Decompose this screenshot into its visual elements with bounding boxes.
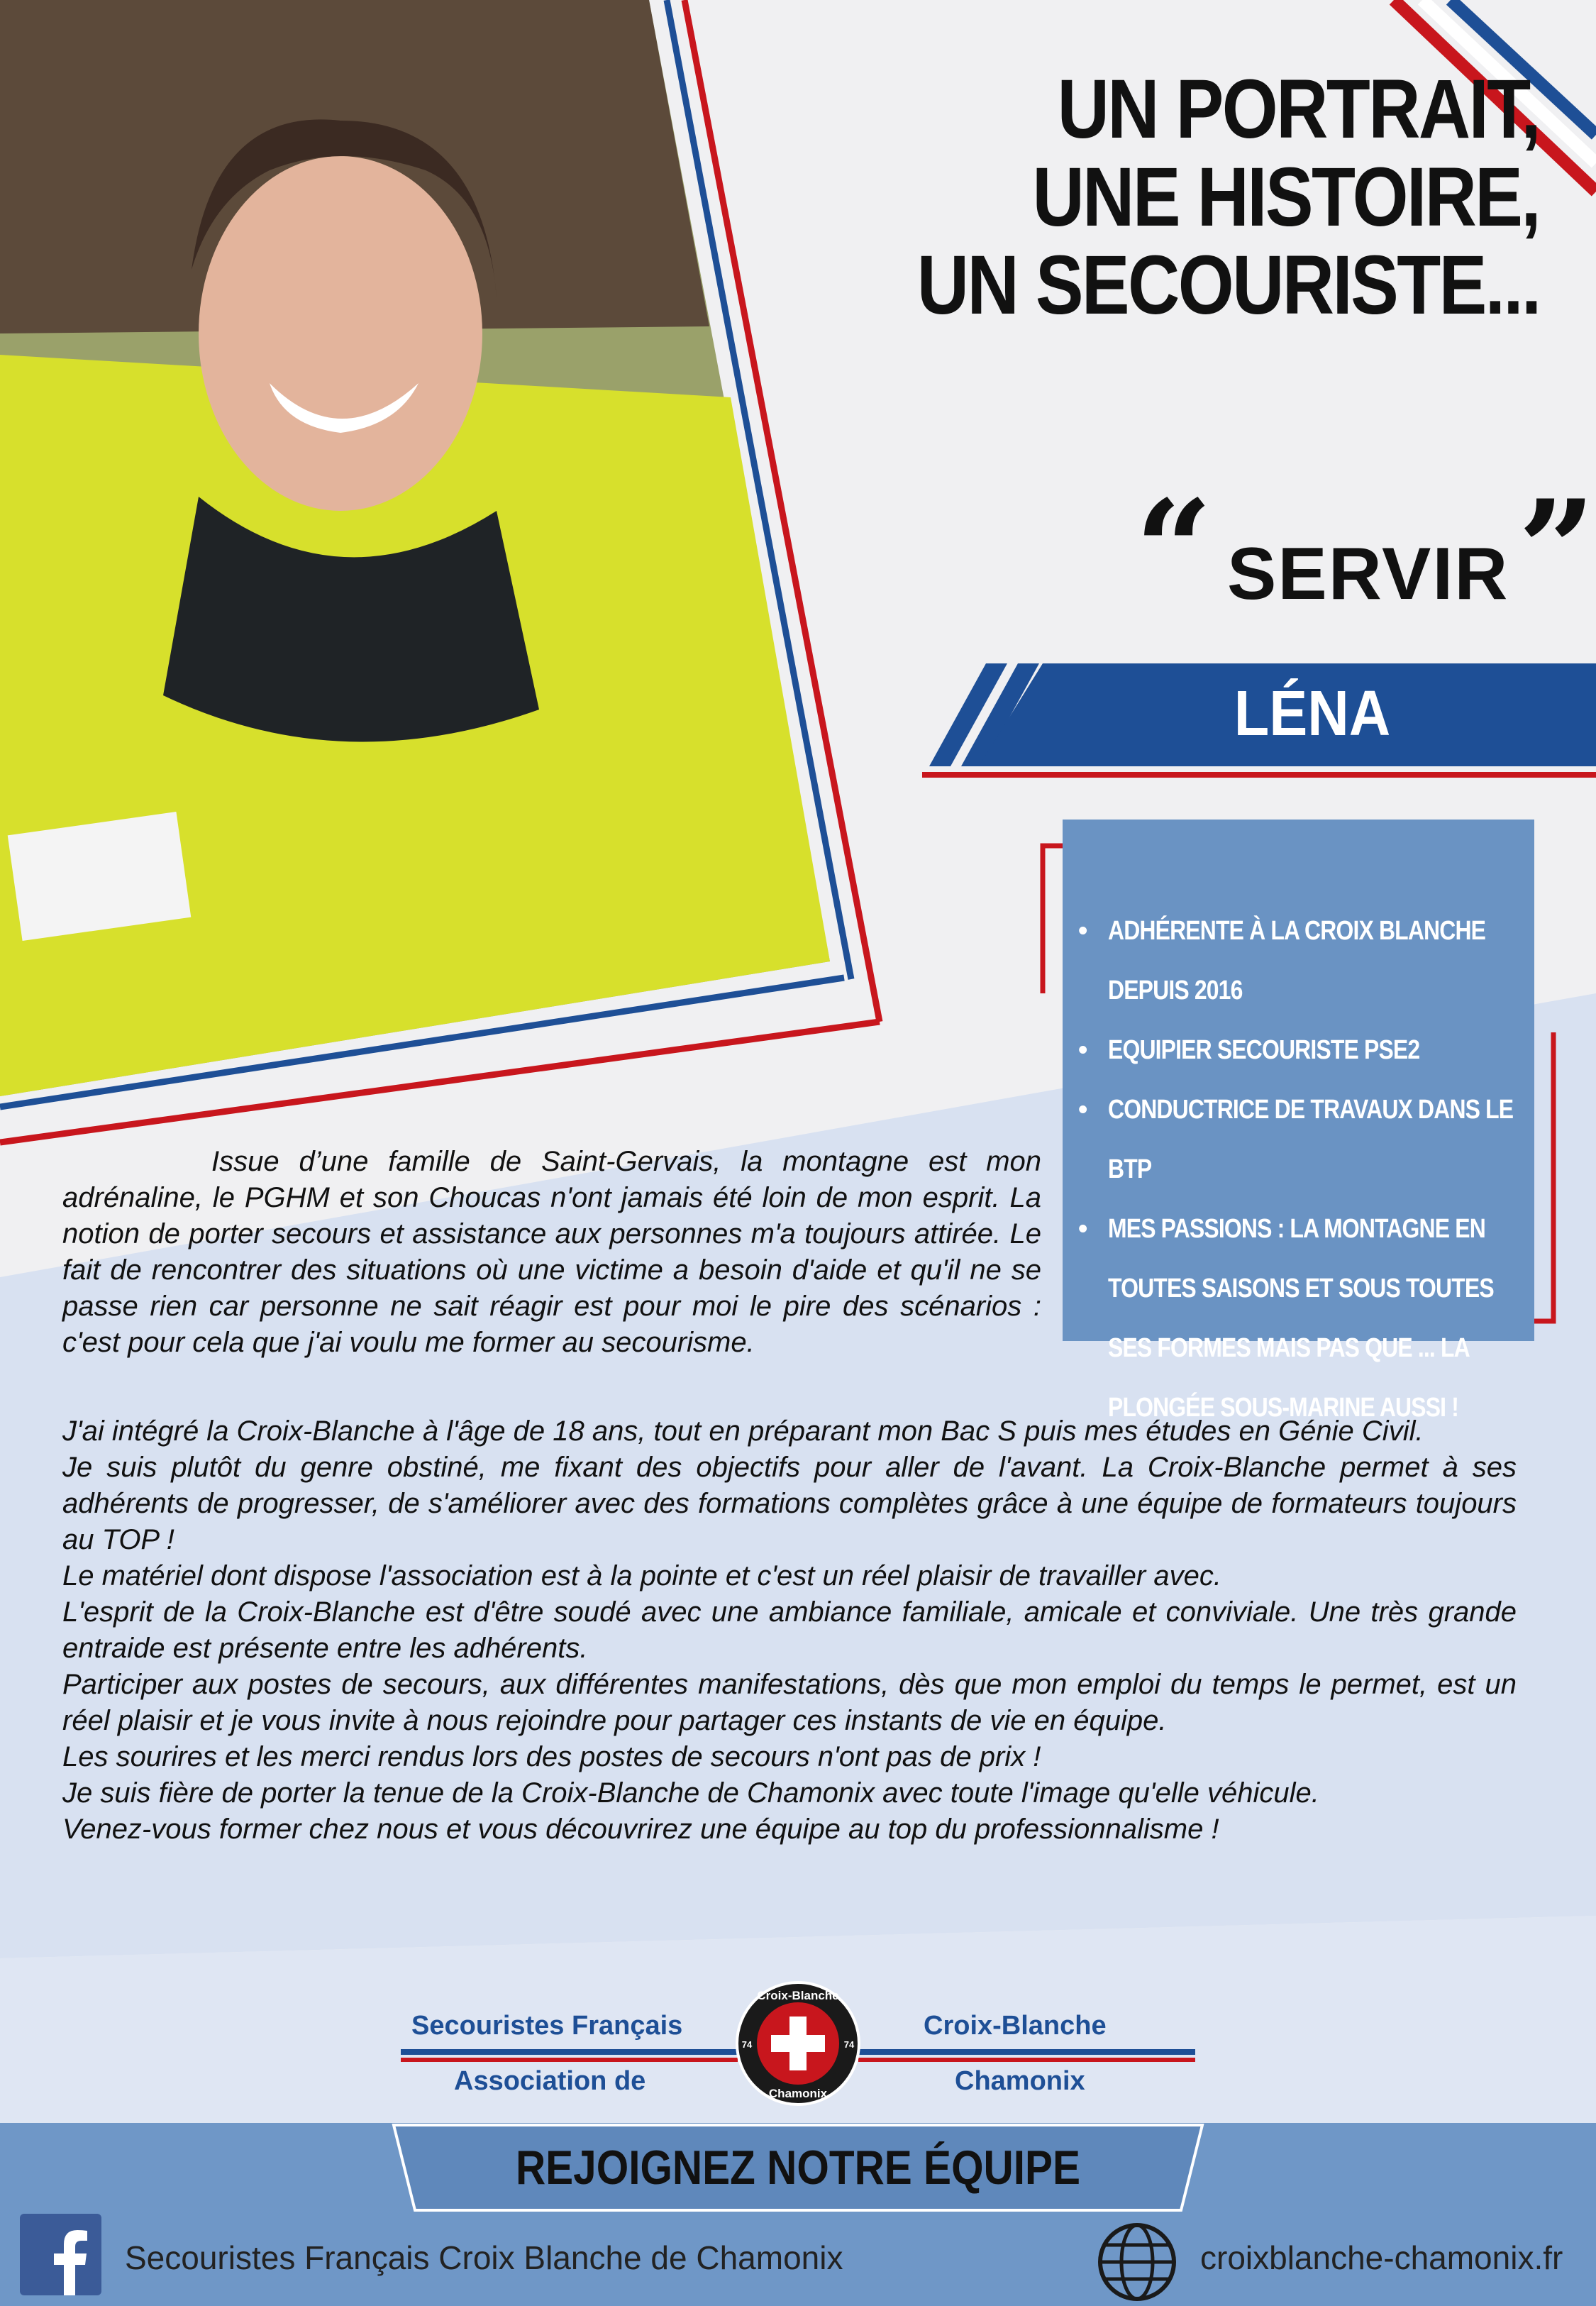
body-paragraph: Je suis fière de porter la tenue de la Croix-Blanche de Chamonix avec toute l'image qu'elle véhicule. (62, 1777, 1319, 1809)
intro-text (62, 1144, 1041, 1361)
badge-top-text: Croix-Blanche (757, 1989, 839, 2002)
body-paragraph: Venez-vous former chez nous et vous découvrirez une équipe au top du professionnalisme ! (62, 1814, 1219, 1845)
quote-block (1135, 470, 1596, 629)
quote-open-mark: “ (1135, 470, 1213, 629)
logo-right-bottom: Chamonix (955, 2066, 1085, 2096)
logo-left-bottom: Association de (454, 2066, 646, 2096)
croix-blanche-badge-icon (734, 1980, 862, 2107)
website-link[interactable]: croixblanche-chamonix.fr (1200, 2239, 1563, 2276)
body-text (62, 1413, 1517, 1848)
portrait-face (199, 156, 482, 511)
body-paragraph: Les sourires et les merci rendus lors des postes de secours n'ont pas de prix ! (62, 1741, 1041, 1772)
logo-left-top: Secouristes Français (411, 2011, 683, 2041)
headline-line-2: UNE HISTOIRE, (1032, 150, 1539, 244)
person-name: LÉNA (1234, 678, 1391, 749)
headline (916, 62, 1540, 332)
globe-icon[interactable] (1096, 2221, 1178, 2303)
fact-item: • ADHÉRENTE À LA CROIX BLANCHE DEPUIS 2016 (1078, 901, 1532, 1020)
fact-item: • CONDUCTRICE DE TRAVAUX DANS LE BTP (1078, 1080, 1532, 1199)
facebook-icon[interactable] (20, 2214, 101, 2295)
badge-right-number: 74 (843, 2039, 855, 2050)
quote-word: SERVIR (1227, 533, 1509, 615)
badge-bottom-text: Chamonix (768, 2087, 828, 2100)
body-paragraph: L'esprit de la Croix-Blanche est d'être soudé avec une ambiance familiale, amicale et conviviale. Une très grande entraide est présente entre les adhérents. (62, 1596, 1517, 1664)
body-paragraph: J'ai intégré la Croix-Blanche à l'âge de 18 ans, tout en préparant mon Bac S puis mes études en Génie Civil. (62, 1416, 1424, 1447)
badge-left-number: 74 (741, 2039, 753, 2050)
facebook-page-label[interactable]: Secouristes Français Croix Blanche de Chamonix (125, 2239, 843, 2276)
fact-item: • MES PASSIONS : LA MONTAGNE EN TOUTES SAISONS ET SOUS TOUTES SES FORMES MAIS PAS QUE ... LA PLONGÉE SOUS-MARINE AUSSI ! (1078, 1199, 1532, 1438)
headline-line-3: UN SECOURISTE... (916, 238, 1540, 332)
quote-close-mark: ” (1518, 470, 1596, 629)
body-paragraph: Je suis plutôt du genre obstiné, me fixant des objectifs pour aller de l'avant. La Croix-Blanche permet à ses adhérents de progresser, de s'améliorer avec des formations complètes grâce à une équipe de formateurs toujours au TOP ! (62, 1452, 1517, 1555)
facts-list (1078, 901, 1532, 1438)
headline-line-1: UN PORTRAIT, (1057, 62, 1539, 156)
body-paragraph: Le matériel dont dispose l'association est à la pointe et c'est un réel plaisir de travailler avec. (62, 1560, 1221, 1591)
body-paragraph: Participer aux postes de secours, aux différentes manifestations, dès que mon emploi du temps le permet, est un réel plaisir et je vous invite à nous rejoindre pour partager ces instants de vie en équipe. (62, 1669, 1517, 1736)
join-team-banner[interactable]: REJOIGNEZ NOTRE ÉQUIPE (515, 2141, 1081, 2195)
intro-paragraph: Issue d’une famille de Saint-Gervais, la montagne est mon adrénaline, le PGHM et son Choucas n'ont jamais été loin de mon esprit. La notion de porter secours et assistance aux personnes m'a toujours attirée. Le fait de rencontrer des situations où une victime a besoin d'aide et qu'il ne se passe rien car personne ne sait réagir est pour moi le pire des scénarios : c'est pour cela que j'ai voulu me former au secourisme. (62, 1146, 1041, 1358)
fact-item: • EQUIPIER SECOURISTE PSE2 (1078, 1020, 1532, 1080)
logo-right-top: Croix-Blanche (924, 2011, 1107, 2041)
